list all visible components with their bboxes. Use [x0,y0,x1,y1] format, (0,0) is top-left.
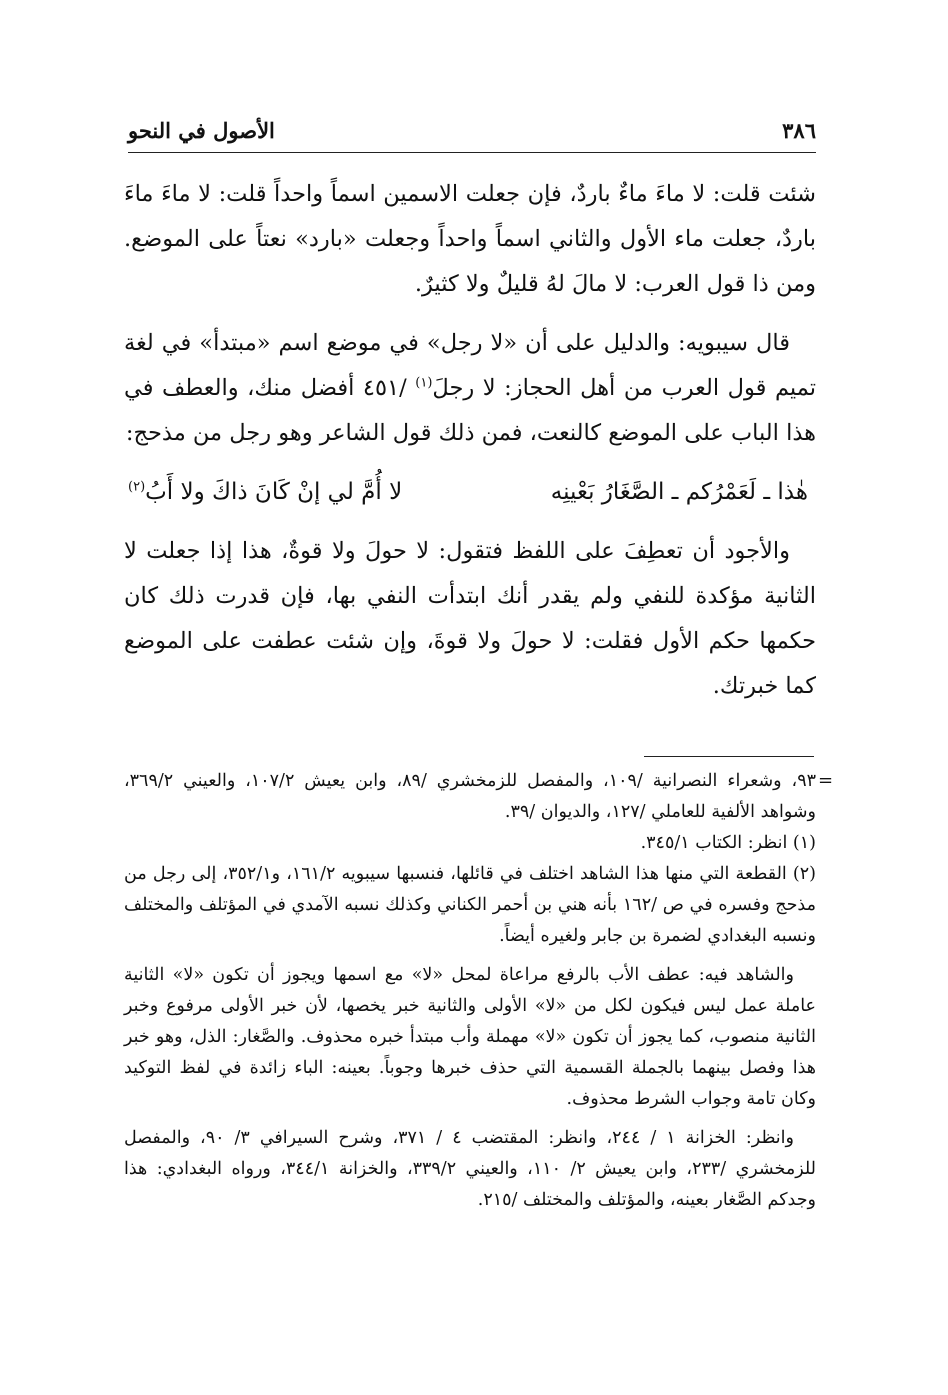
footnote-separator [644,756,814,757]
verse-second-text: لا أُمَّ لي إنْ كَانَ ذاكَ ولا أَبُ [145,479,403,505]
paragraph-2 [124,321,816,456]
footnote-ref-1: (١) [415,375,433,391]
paragraph-2-part-b: /٤٥١ أفضل منك، والعطف في هذا الباب على الموضع كالنعت، فمن ذلك قول الشاعر وهو رجل من مذحج: [124,375,816,446]
paragraph-3: والأجود أن تعطِفَ على اللفظ فتقول: لا حولَ ولا قوةٌ، هذا إذا جعلت لا الثانية مؤكدة للنفي ولم يقدر أنك ابتدأت النفي بها، فإن قدرت ذلك كان حكمها حكم الأول فقلت: لا حولَ ولا قوةَ، وإن شئت عطفت على الموضع كما خبرتك. [124,538,816,699]
footnote-2-evidence: والشاهد فيه: عطف الأب بالرفع مراعاة لمحل «لا» مع اسمها ويجوز أن تكون «لا» الثانية عاملة عمل ليس فيكون لكل من «لا» الأولى والثانية خبر يخصها، لأن خبر الأولى مرفوع وخبر الثانية منصوب، كما يجوز أن تكون «لا» مهملة وأب مبتدأ خبره محذوف. والصَّغار: الذل، وهو خبر هذا وفصل بينهما بالجملة القسمية التي حذف خبرها وجوباً. بعينه: الباء زائدة في لفظ التوكيد وكان تامة وجواب الشرط محذوف. [124,965,816,1109]
header-rule [128,152,816,153]
running-title: الأصول في النحو [128,117,275,143]
footnote-2-references: وانظر: الخزانة ١ / ٢٤٤، وانظر: المقتضب ٤ / ٣٧١، وشرح السيرافي ٣/ ٩٠، والمفصل للزمخشري /٢٣٣، وابن يعيش ٢/ ١١٠، والعيني ٣٣٩/٢، والخزانة ٣٤٤/١، ورواه البغدادي: هذا وجدكم الصَّغار بعينه، والمؤتلف والمختلف /٢١٥. [124,1128,816,1210]
poetry-verse [124,470,816,515]
footnote-ref-2: (٢) [128,479,146,495]
continuation-mark: = [818,770,834,791]
page-header [128,112,816,148]
main-text [124,172,816,723]
page-number: ٣٨٦ [782,117,816,143]
footnote-2: (٢) القطعة التي منها هذا الشاهد اختلف في قائلها، فنسبها سيبويه ١٦١/٢، و٣٥٢/١، إلى رجل من مذحج وفسره في ص /١٦٢ بأنه هني بن أحمر الكناني وكذلك نسبه الآمدي في المؤتلف والمختلف ونسبه البغدادي لضمرة بن جابر ولغيره أيضاً. [124,864,816,946]
paragraph-2-part-a: قال سيبويه: والدليل على أن «لا رجل» في موضع اسم «مبتدأ» في لغة تميم قول العرب من أهل الحجاز: لا رجلَ [124,330,816,401]
footnotes [124,766,816,1216]
footnote-1: (١) انظر: الكتاب ٣٤٥/١. [640,833,816,853]
paragraph-1: شئت قلت: لا ماءَ ماءٌ باردٌ، فإن جعلت الاسمين اسماً واحداً قلت: لا ماءَ ماءَ باردٌ، جعلت ماء الأول والثاني اسماً واحداً وجعلت «بارد» نعتاً على الموضع. ومن ذا قول العرب: لا مالَ لهُ قليلٌ ولا كثيرٌ. [124,181,816,297]
verse-second-hemistich [128,470,402,515]
footnote-continuation: ٩٣، وشعراء النصرانية /١٠٩، والمفصل للزمخشري /٨٩، وابن يعيش ١٠٧/٢، والعيني ٣٦٩/٢، وشواهد الألفية للعاملي /١٢٧، والديوان /٣٩. [124,771,816,822]
verse-first-hemistich: هٰذا ـ لَعَمْرُكم ـ الصَّغَارُ بَعْينِه [550,479,808,505]
